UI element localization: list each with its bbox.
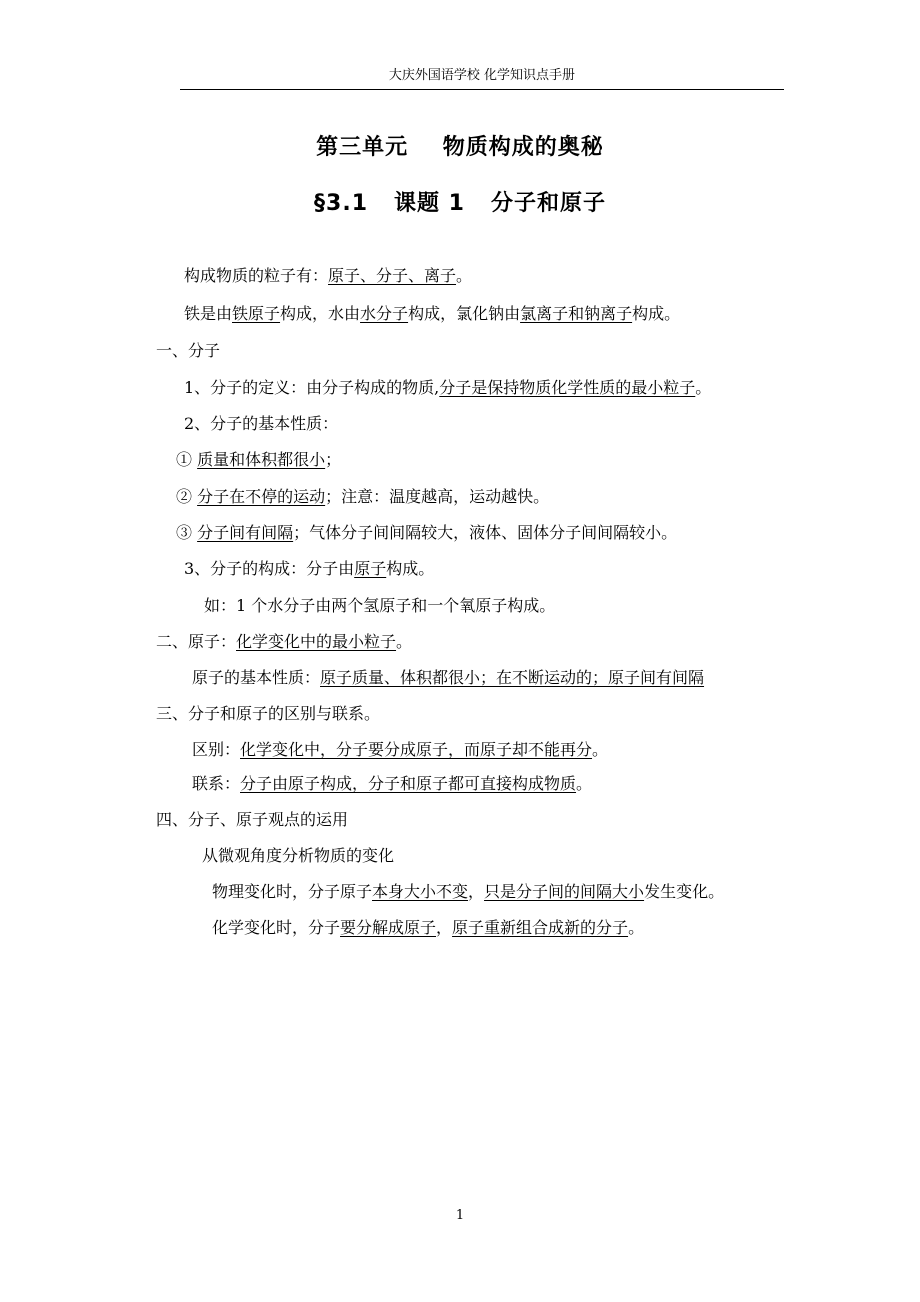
property-3-suffix: ；气体分子间间隔较大，液体、固体分子间间隔较小。 <box>293 523 678 542</box>
connection-suffix: 。 <box>576 774 593 793</box>
property-1 <box>176 450 341 470</box>
molecule-definition-prefix: 1、分子的定义：由分子构成的物质, <box>184 378 440 397</box>
section-molecule-heading: 一、分子 <box>156 341 221 360</box>
physical-change-b: ， <box>468 882 485 901</box>
property-2 <box>176 487 549 507</box>
difference-suffix: 。 <box>592 740 609 759</box>
property-1-marker: ① <box>176 450 193 469</box>
page-number: 1 <box>455 1208 465 1223</box>
intro-examples-b: 构成，水由 <box>280 304 361 323</box>
unit-title <box>0 130 920 161</box>
intro-particles-answer: 原子、分子、离子 <box>328 266 457 285</box>
lesson-title-text: §3.1 课题 1 分子和原子 <box>314 191 606 216</box>
page-header: 大庆外国语学校 化学知识点手册 <box>180 64 784 90</box>
physical-change-a: 物理变化时，分子原子 <box>212 882 373 901</box>
molecule-properties-heading: 2、分子的基本性质： <box>184 414 339 433</box>
atom-properties-prefix: 原子的基本性质： <box>192 668 321 687</box>
physical-change-c: 发生变化。 <box>644 882 725 901</box>
lesson-title <box>0 186 920 217</box>
intro-examples <box>184 304 680 324</box>
property-3 <box>176 523 677 543</box>
application-subheading: 从微观角度分析物质的变化 <box>202 846 395 865</box>
intro-examples-iron: 铁原子 <box>232 304 281 323</box>
chemical-change-b: ， <box>436 918 453 937</box>
difference <box>192 740 608 760</box>
intro-particles <box>184 266 472 286</box>
intro-examples-water: 水分子 <box>360 304 409 323</box>
property-2-answer: 分子在不停的运动 <box>197 487 326 506</box>
molecule-composition <box>184 559 434 579</box>
section-atom-prefix: 二、原子： <box>156 632 237 651</box>
molecule-composition-prefix: 3、分子的构成：分子由 <box>184 559 355 578</box>
unit-title-text: 第三单元 物质构成的奥秘 <box>316 135 604 160</box>
molecule-definition-answer: 分子是保持物质化学性质的最小粒子 <box>439 378 696 397</box>
chemical-change-answer-1: 要分解成原子 <box>340 918 437 937</box>
section-application-heading: 四、分子、原子观点的运用 <box>156 810 349 829</box>
molecule-definition <box>184 378 711 398</box>
intro-examples-d: 构成。 <box>632 304 681 323</box>
property-2-marker: ② <box>176 487 193 506</box>
molecule-definition-suffix: 。 <box>695 378 712 397</box>
molecule-composition-suffix: 构成。 <box>386 559 435 578</box>
connection-prefix: 联系： <box>192 774 241 793</box>
property-1-answer: 质量和体积都很小 <box>197 450 326 469</box>
intro-particles-prefix: 构成物质的粒子有： <box>184 266 329 285</box>
property-3-marker: ③ <box>176 523 193 542</box>
chemical-change-answer-2: 原子重新组合成新的分子 <box>452 918 629 937</box>
molecule-composition-example: 如：1 个水分子由两个氢原子和一个氧原子构成。 <box>204 596 556 615</box>
property-2-suffix: ；注意：温度越高，运动越快。 <box>325 487 550 506</box>
physical-change-answer-1: 本身大小不变 <box>372 882 469 901</box>
difference-prefix: 区别： <box>192 740 241 759</box>
atom-properties-answer: 原子质量、体积都很小；在不断运动的；原子间有间隔 <box>320 668 705 687</box>
chemical-change <box>212 918 644 938</box>
chemical-change-a: 化学变化时，分子 <box>212 918 341 937</box>
connection <box>192 774 592 794</box>
intro-examples-nacl: 氯离子和钠离子 <box>520 304 633 323</box>
physical-change <box>212 882 724 902</box>
intro-examples-a: 铁是由 <box>184 304 233 323</box>
connection-answer: 分子由原子构成，分子和原子都可直接构成物质 <box>240 774 577 793</box>
section-atom-answer: 化学变化中的最小粒子 <box>236 632 397 651</box>
atom-properties <box>192 668 704 688</box>
section-atom-suffix: 。 <box>396 632 413 651</box>
intro-examples-c: 构成，氯化钠由 <box>408 304 521 323</box>
chemical-change-c: 。 <box>628 918 645 937</box>
property-1-suffix: ； <box>325 450 342 469</box>
section-atom <box>156 632 412 652</box>
physical-change-answer-2: 只是分子间的间隔大小 <box>484 882 645 901</box>
difference-answer: 化学变化中，分子要分成原子，而原子却不能再分 <box>240 740 593 759</box>
intro-particles-suffix: 。 <box>456 266 473 285</box>
molecule-composition-answer: 原子 <box>354 559 387 578</box>
section-difference-heading: 三、分子和原子的区别与联系。 <box>156 704 381 723</box>
property-3-answer: 分子间有间隔 <box>197 523 294 542</box>
